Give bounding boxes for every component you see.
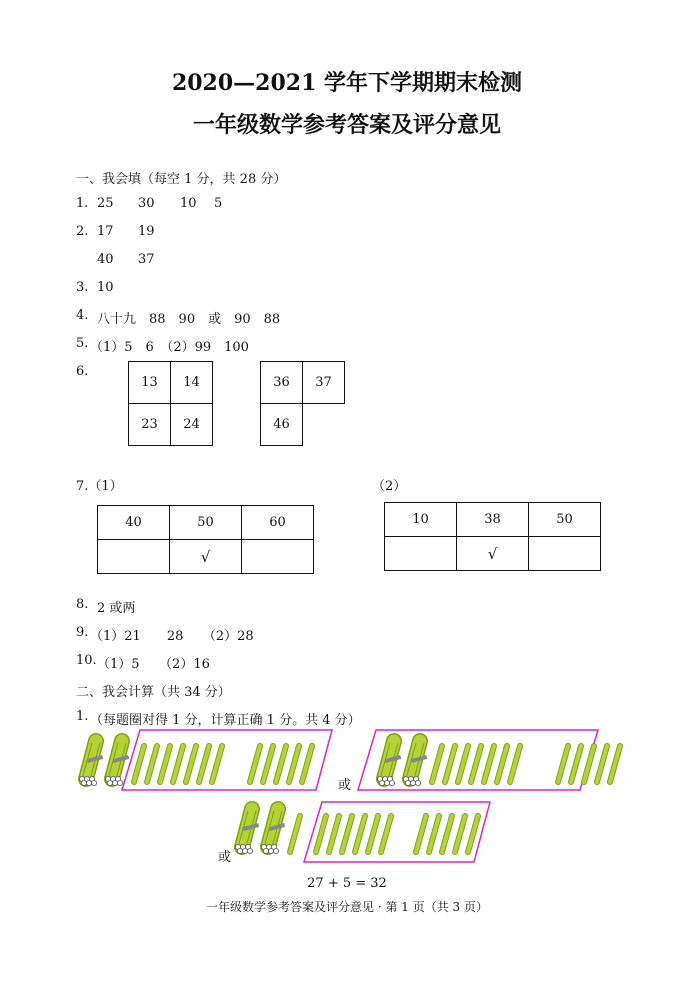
single-sticks-group xyxy=(134,746,312,782)
q2-number: 2. xyxy=(76,224,89,239)
q4-answer: 八十九 88 90 或 90 88 xyxy=(97,312,281,327)
section-1-heading: 一、我会填（每空 1 分，共 28 分） xyxy=(76,172,287,187)
section-2-heading: 二、我会计算（共 34 分） xyxy=(76,685,231,700)
q7-part2-label: （2） xyxy=(372,479,407,494)
q2-answer-a: 17 xyxy=(97,224,114,239)
single-sticks-group xyxy=(432,746,620,782)
grid-cell: 24 xyxy=(171,404,213,446)
q6-number: 6. xyxy=(76,364,89,379)
grid-cell: 13 xyxy=(129,362,171,404)
table-header-cell: 60 xyxy=(242,506,314,540)
grid-cell: 46 xyxy=(261,404,303,446)
q5-answer: （1）5 6 （2）99 100 xyxy=(90,340,249,355)
q2-answer-d: 37 xyxy=(138,252,155,267)
q8-number: 8. xyxy=(76,597,89,612)
q3-answer: 10 xyxy=(97,280,114,295)
grid-cell: 37 xyxy=(303,362,345,404)
table-header-cell: 10 xyxy=(385,503,457,537)
calc-q1-number: 1. xyxy=(76,709,89,724)
q7-number: 7.（1） xyxy=(76,479,123,494)
q2-answer-b: 19 xyxy=(138,224,155,239)
table-header-cell: 50 xyxy=(529,503,601,537)
single-sticks-group xyxy=(290,816,478,852)
ten-bundle xyxy=(377,741,401,786)
check-mark: √ xyxy=(170,540,242,574)
q9-number: 9. xyxy=(76,625,89,640)
q3-number: 3. xyxy=(76,280,89,295)
q10-answer: （1）5 （2）16 xyxy=(97,657,210,672)
or-label: 或 xyxy=(338,778,352,793)
table-header-cell: 40 xyxy=(98,506,170,540)
q4-number: 4. xyxy=(76,308,89,323)
calc-q1-instruction: （每题圈对得 1 分，计算正确 1 分。共 4 分） xyxy=(90,713,361,728)
q1-answer-a: 25 xyxy=(97,196,114,211)
check-mark: √ xyxy=(457,537,529,571)
q1-answer-b: 30 xyxy=(138,196,155,211)
table-header-cell: 50 xyxy=(170,506,242,540)
ten-bundle xyxy=(79,741,103,786)
equation: 27 + 5 = 32 xyxy=(307,876,387,891)
ten-bundle xyxy=(235,809,259,854)
q1-number: 1. xyxy=(76,196,89,211)
doc-title-line1: 2020—2021 学年下学期期末检测 xyxy=(171,70,523,96)
q8-answer: 2 或两 xyxy=(97,601,136,616)
page-footer: 一年级数学参考答案及评分意见 · 第 1 页（共 3 页） xyxy=(206,900,488,914)
ten-bundle xyxy=(403,741,427,786)
ten-bundle xyxy=(261,809,285,854)
grid-cell: 23 xyxy=(129,404,171,446)
q9-answer: （1）21 28 （2）28 xyxy=(90,629,254,644)
q10-number: 10. xyxy=(76,653,97,668)
q1-answer-c: 10 xyxy=(180,196,197,211)
grid-cell: 14 xyxy=(171,362,213,404)
or-label: 或 xyxy=(218,850,232,865)
table-header-cell: 38 xyxy=(457,503,529,537)
q1-answer-d: 5 xyxy=(214,196,223,211)
q5-number: 5. xyxy=(76,336,89,351)
q2-answer-c: 40 xyxy=(97,252,114,267)
doc-title-line2: 一年级数学参考答案及评分意见 xyxy=(192,112,501,138)
grid-cell: 36 xyxy=(261,362,303,404)
